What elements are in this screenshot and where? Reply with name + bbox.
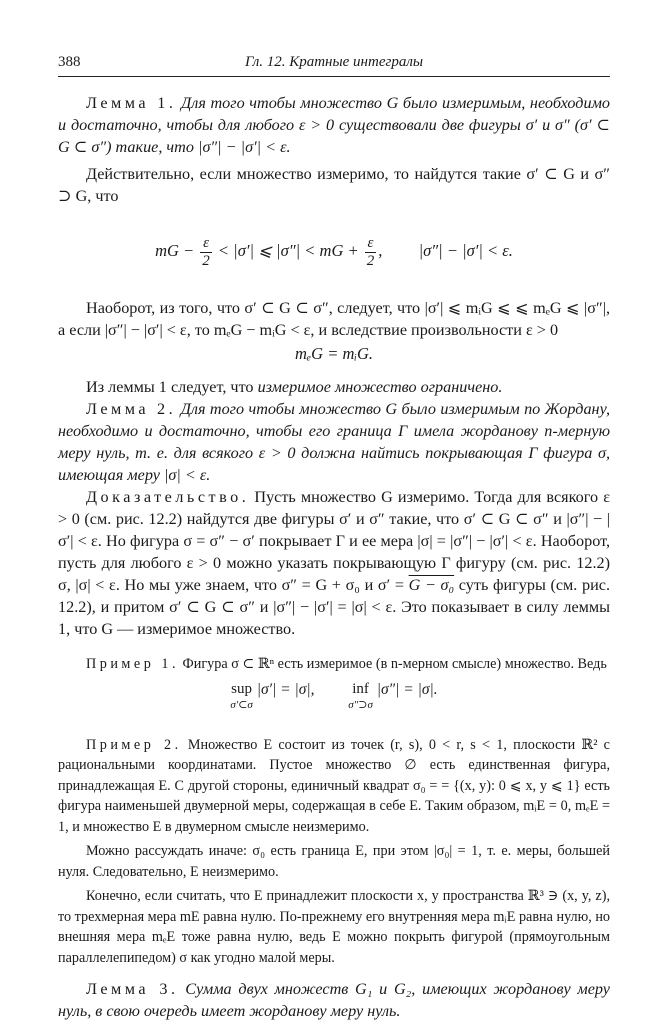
eq-frac-1-num: ε — [200, 235, 212, 253]
sup-operator: sup — [231, 680, 252, 697]
example2-label: Пример 2. — [86, 736, 182, 753]
running-header — [58, 52, 610, 77]
lemma3-statement: Сумма двух множеств G₁ и G₂, имеющих жорданову меру нуль, в свою очередь имеет жорданову меру нуль. — [58, 980, 610, 1020]
lemma2-paragraph — [58, 398, 610, 486]
lemma1-paragraph — [58, 92, 610, 158]
example1-paragraph — [58, 654, 610, 675]
proof-label: Доказательство. — [86, 488, 250, 506]
eq-frac-2-num: ε — [365, 235, 377, 253]
eq-frac-2-den: 2 — [366, 252, 375, 269]
corollary-prefix: Из леммы 1 следует, что — [86, 378, 258, 396]
lemma1-statement: Для того чтобы множество G было измеримым, необходимо и достаточно, чтобы для любого ε > 0 существовали две фигуры σ′ и σ″ (σ′ ⊂ G ⊂ σ″) такие, что |σ″| − |σ′| < ε. — [58, 94, 611, 156]
corollary-paragraph — [58, 376, 610, 398]
example2-third-dimension: Конечно, если считать, что E принадлежит плоскости x, y пространства ℝ³ ∋ (x, y, z), то трехмерная мера mE равна нулю. По-прежнему его внутренняя мера mᵢE равна нулю, но внешняя мера mₑE тоже равна нулю, ведь E можно покрыть фигурой (прямоугольным параллелепипедом) σ как угодно малой меры. — [58, 888, 611, 966]
lemma1-conclusion-eq: mₑG = mᵢG. — [294, 344, 374, 363]
sup-expression: |σ′| = |σ|, — [256, 680, 315, 698]
eq-right: |σ″| − |σ′| < ε. — [418, 241, 513, 260]
inf-subscript: σ″⊃σ — [348, 698, 373, 711]
lemma2-proof — [58, 486, 610, 640]
chapter-title: Гл. 12. Кратные интегралы — [244, 54, 424, 70]
eq-left-c: , — [378, 241, 383, 260]
eq-frac-2 — [365, 235, 377, 270]
inf-limit — [348, 681, 373, 713]
lemma1-converse: Наоборот, из того, что σ′ ⊂ G ⊂ σ″, следует, что |σ′| ⩽ mᵢG ⩽ ⩽ mₑG ⩽ |σ″|, а если |σ″| − |σ′| < ε, то mₑG − mᵢG < ε, и вследствие произвольности ε > 0 — [58, 299, 610, 339]
lemma3-label: Лемма 3. — [86, 980, 179, 998]
example2-paragraph — [58, 735, 610, 838]
lemma1-label: Лемма 1. — [86, 94, 177, 112]
lemma2-statement: Для того чтобы множество G было измеримым по Жордану, необходимо и достаточно, чтобы его граница Γ имела жорданову n-мерную меру нуль, т. е. для всякого ε > 0 должна найтись покрывающая Γ фигура σ, имеющая меру |σ| < ε. — [58, 400, 610, 484]
lemma2-proof-text: Пусть множество G измеримо. Тогда для всякого ε > 0 (см. рис. 12.2) найдутся две фигуры σ′ и σ″ такие, что σ′ ⊂ G ⊂ σ″ и |σ″| − |σ′| < ε. Но фигура σ = σ″ − σ′ покрывает Γ и ее мера |σ| = |σ″| − |σ′| < ε. Наоборот, пусть для любого ε > 0 можно указать покрывающую Γ фигуру (см. рис. 12.2) σ, |σ| < ε. Но мы уже знаем, что σ″ = G + σ₀ и σ′ = — [58, 488, 610, 594]
lemma2-label: Лемма 2. — [86, 400, 177, 418]
proof-overline-term: G − σ₀ — [408, 576, 455, 594]
example2-alt-reasoning: Можно рассуждать иначе: σ₀ есть граница E, при этом |σ₀| = 1, т. е. меры, большей нуля. Следовательно, E неизмеримо. — [58, 843, 610, 880]
example1-text: Фигура σ ⊂ ℝⁿ есть измеримое (в n-мерном смысле) множество. Ведь — [182, 656, 607, 672]
inf-operator: inf — [352, 680, 369, 697]
example1-label: Пример 1. — [86, 656, 179, 672]
sup-limit — [230, 681, 252, 713]
inf-expression: |σ″| = |σ|. — [376, 680, 438, 698]
example2-text: Множество E состоит из точек (r, s), 0 < r, s < 1, плоскости ℝ² с рациональными координатами. Пустое множество ∅ есть единственная фигура, принадлежащая E. С другой стороны, единичный квадрат σ₀ = = {(x, y): 0 ⩽ x, y ⩽ 1} есть фигура наименьшей двумерной меры, содержащая в себе E. Таким образом, mᵢE = 0, mₑE = 1, и множество E в двумерном смысле неизмеримо. — [58, 736, 610, 835]
lemma1-proof-intro: Действительно, если множество измеримо, то найдутся такие σ′ ⊂ G и σ″ ⊃ G, что — [58, 165, 610, 205]
lemma2-proof-text-end: суть фигуры (см. рис. 12.2), и притом σ′ ⊂ G ⊂ σ″ и |σ″| − |σ′| = |σ| < ε. Это показывает в силу леммы 1, что G — измеримое множество. — [58, 576, 610, 638]
eq-left-b: < |σ′| ⩽ |σ″| < mG + — [213, 241, 363, 260]
corollary-italic: измеримое множество ограничено. — [257, 378, 503, 396]
example1-formula — [58, 681, 610, 721]
eq-left-a: mG − — [155, 241, 199, 260]
eq-frac-1 — [200, 235, 212, 270]
page-number: 388 — [58, 54, 81, 70]
lemma1-inequality — [58, 227, 610, 275]
sup-subscript: σ′⊂σ — [230, 698, 253, 711]
lemma3-paragraph — [58, 978, 610, 1022]
eq-frac-1-den: 2 — [202, 252, 210, 269]
page-body — [58, 92, 610, 1022]
